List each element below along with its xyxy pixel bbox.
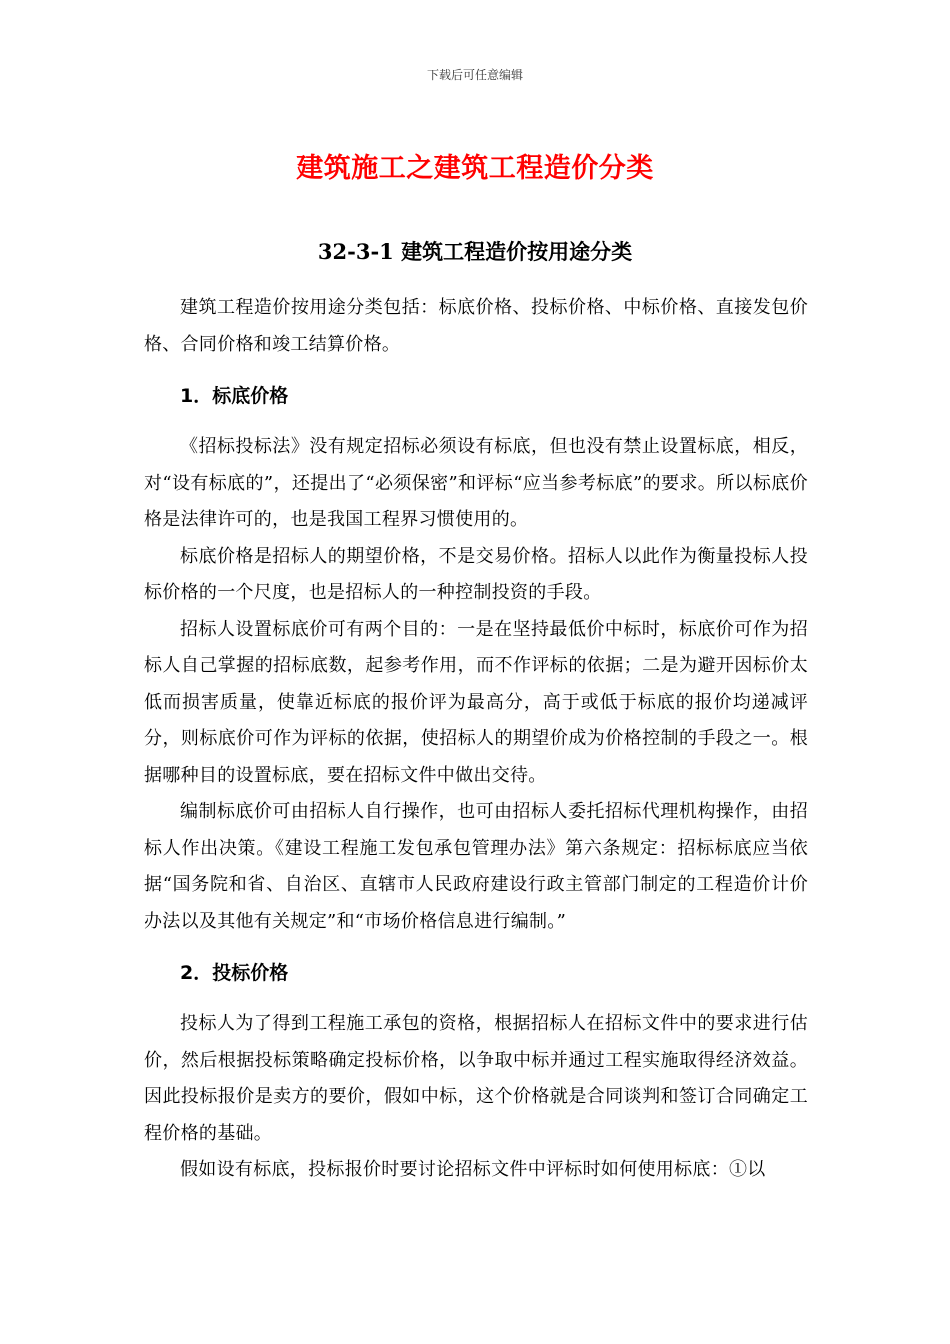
paragraph: 标底价格是招标人的期望价格，不是交易价格。招标人以此作为衡量投标人投标价格的一个尺度，也是招标人的一种控制投资的手段。 bbox=[144, 545, 808, 603]
document-body bbox=[144, 290, 808, 1189]
subheading-tender-price: 2．投标价格 bbox=[180, 962, 289, 984]
intro-paragraph: 建筑工程造价按用途分类包括：标底价格、投标价格、中标价格、直接发包价格、合同价格和竣工结算价格。 bbox=[144, 297, 808, 355]
paragraph: 假如设有标底，投标报价时要讨论招标文件中评标时如何使用标底：①以 bbox=[180, 1159, 766, 1180]
paragraph: 招标人设置标底价可有两个目的：一是在坚持最低价中标时，标底价可作为招标人自己掌握的招标底数，起参考作用，而不作评标的依据；二是为避开因标价太低而损害质量，使靠近标底的报价评为最高分，高于或低于标底的报价均递减评分，则标底价可作为评标的依据，使招标人的期望价成为价格控制的手段之一。根据哪种目的设置标底，要在招标文件中做出交待。 bbox=[144, 618, 808, 786]
section-title: 32-3-1 建筑工程造价按用途分类 bbox=[317, 239, 633, 264]
document-title: 建筑施工之建筑工程造价分类 bbox=[296, 153, 654, 184]
subheading-bid-base-price: 1．标底价格 bbox=[180, 385, 289, 407]
paragraph: 《招标投标法》没有规定招标必须设有标底，但也没有禁止设置标底，相反，对“设有标底的”，还提出了“必须保密”和评标“应当参考标底”的要求。所以标底价格是法律许可的，也是我国工程界习惯使用的。 bbox=[144, 436, 808, 530]
paragraph: 投标人为了得到工程施工承包的资格，根据招标人在招标文件中的要求进行估价，然后根据投标策略确定投标价格，以争取中标并通过工程实施取得经济效益。因此投标报价是卖方的要价，假如中标，这个价格就是合同谈判和签订合同确定工程价格的基础。 bbox=[144, 1013, 808, 1144]
paragraph: 编制标底价可由招标人自行操作，也可由招标人委托招标代理机构操作，由招标人作出决策。《建设工程施工发包承包管理办法》第六条规定：招标标底应当依据“国务院和省、自治区、直辖市人民政府建设行政主管部门制定的工程造价计价办法以及其他有关规定”和“市场价格信息进行编制。” bbox=[144, 801, 808, 932]
page-header-note: 下载后可任意编辑 bbox=[426, 68, 523, 82]
